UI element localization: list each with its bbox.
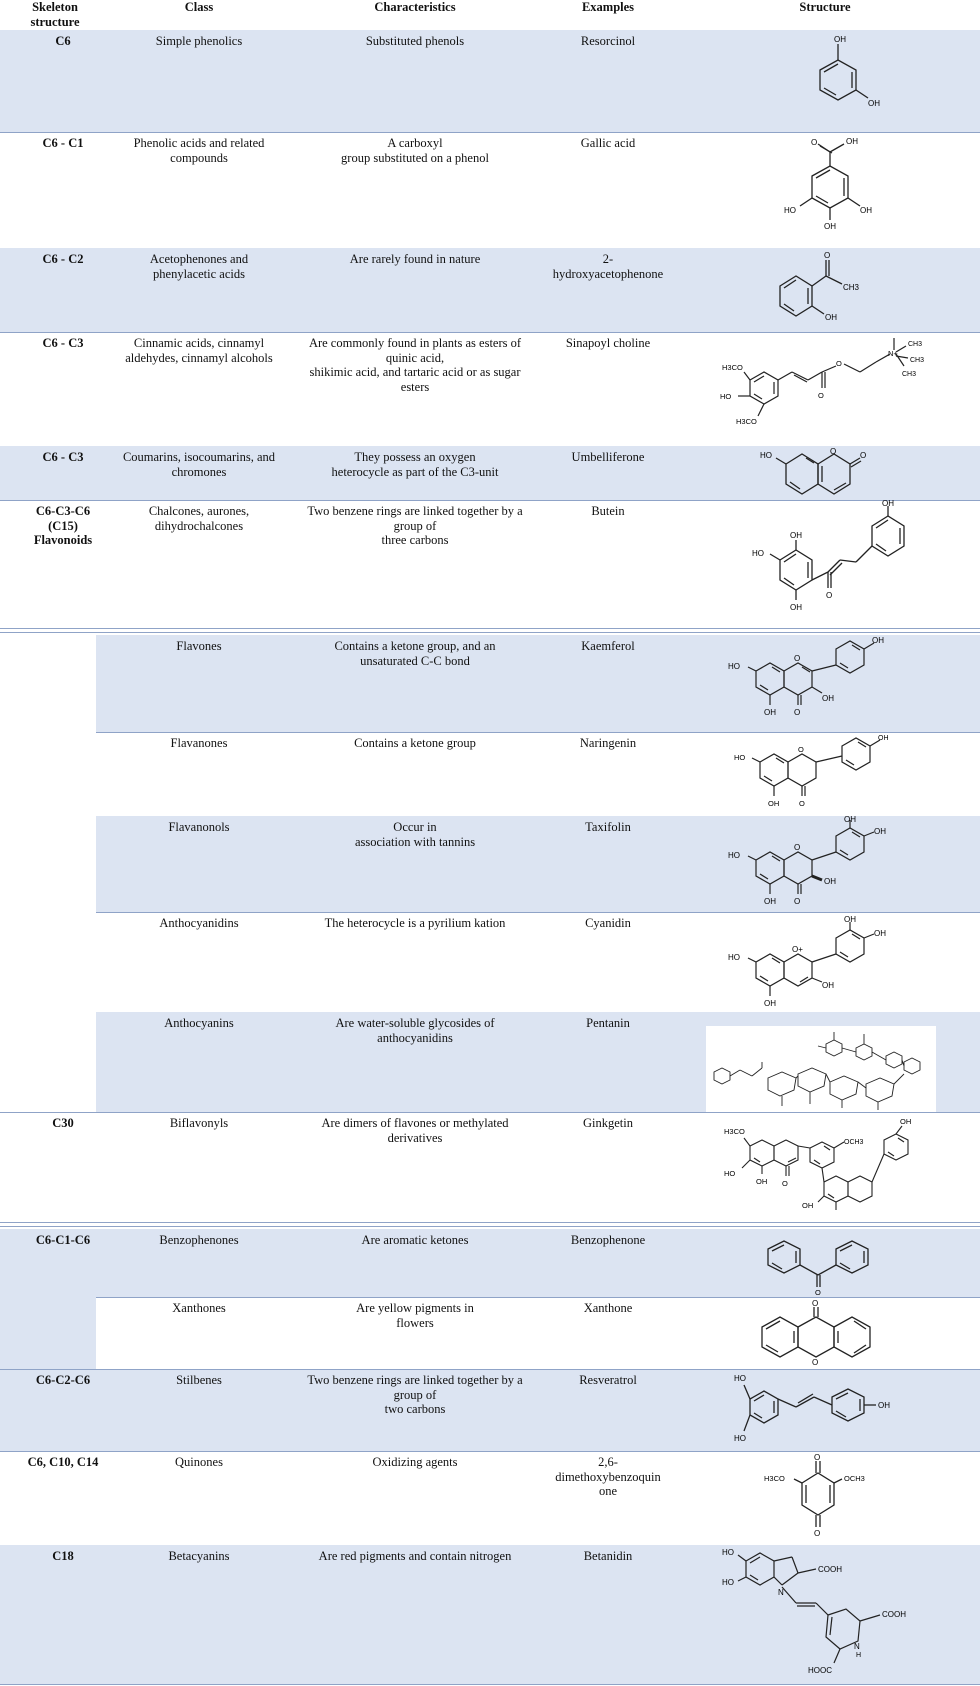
svg-text:H3CO: H3CO bbox=[724, 1127, 745, 1136]
example-cell: Resorcinol bbox=[580, 34, 636, 48]
class-cell: Biflavonyls bbox=[169, 1116, 229, 1130]
svg-text:HO: HO bbox=[784, 206, 796, 215]
svg-text:O: O bbox=[799, 799, 805, 808]
svg-text:OH: OH bbox=[878, 1401, 890, 1410]
svg-text:O: O bbox=[860, 451, 867, 460]
svg-text:N: N bbox=[778, 1588, 784, 1597]
svg-text:OCH3: OCH3 bbox=[844, 1139, 864, 1146]
svg-text:O: O bbox=[814, 1529, 821, 1538]
resorcinol-structure bbox=[780, 30, 890, 130]
example-cell: Sinapoyl choline bbox=[565, 336, 651, 350]
svg-text:N+: N+ bbox=[888, 349, 898, 358]
class-cell: Anthocyanidins bbox=[159, 916, 239, 930]
taxifolin-structure bbox=[720, 816, 930, 912]
class-cell: Flavanonols bbox=[168, 820, 230, 834]
svg-text:OH: OH bbox=[844, 915, 856, 924]
svg-text:CH3: CH3 bbox=[908, 341, 923, 348]
example-cell: Resveratrol bbox=[579, 1373, 637, 1387]
skeleton-cell: C6 - C1 bbox=[42, 136, 84, 150]
svg-text:HO: HO bbox=[752, 549, 764, 558]
characteristics-cell: Are commonly found in plants as esters of quinic acid, shikimic acid, and tartaric acid or as sugar esters bbox=[308, 336, 522, 394]
class-cell: Flavones bbox=[176, 639, 222, 653]
table-row bbox=[0, 1297, 980, 1369]
example-cell: Umbelliferone bbox=[571, 450, 645, 464]
characteristics-cell: Are water-soluble glycosides of anthocyanidins bbox=[335, 1016, 495, 1045]
skeleton-cell: C6-C1-C6 bbox=[35, 1233, 91, 1247]
pentanin-structure bbox=[706, 1026, 936, 1112]
header-skeleton: Skeleton structure bbox=[30, 0, 80, 29]
svg-text:OCH3: OCH3 bbox=[844, 1474, 865, 1483]
characteristics-cell: Oxidizing agents bbox=[372, 1455, 458, 1469]
sinapoyl-choline-structure bbox=[710, 332, 940, 444]
svg-text:OH: OH bbox=[802, 1201, 814, 1210]
svg-text:HO: HO bbox=[734, 753, 746, 762]
svg-text:OH: OH bbox=[790, 603, 802, 612]
characteristics-cell: The heterocycle is a pyrilium kation bbox=[324, 916, 506, 930]
characteristics-cell: Contains a ketone group, and an unsaturated C-C bond bbox=[334, 639, 496, 668]
svg-text:OH: OH bbox=[822, 694, 834, 703]
svg-text:H3CO: H3CO bbox=[764, 1474, 785, 1483]
hydroxyacetophenone-structure bbox=[770, 248, 900, 332]
svg-text:HO: HO bbox=[722, 1548, 734, 1557]
svg-text:HO: HO bbox=[728, 953, 740, 962]
svg-text:OH: OH bbox=[846, 137, 858, 146]
svg-text:HO: HO bbox=[734, 1434, 746, 1443]
svg-text:HO: HO bbox=[728, 662, 740, 671]
xanthone-structure bbox=[750, 1297, 910, 1369]
table-row bbox=[0, 1012, 980, 1112]
example-cell: Ginkgetin bbox=[583, 1116, 633, 1130]
svg-text:CH3: CH3 bbox=[910, 357, 925, 364]
class-cell: Phenolic acids and related compounds bbox=[133, 136, 265, 165]
svg-text:H3CO: H3CO bbox=[736, 417, 757, 426]
table-row bbox=[0, 732, 980, 816]
svg-text:O: O bbox=[824, 251, 831, 260]
table-row bbox=[0, 500, 980, 628]
svg-text:O: O bbox=[826, 591, 833, 600]
svg-text:O: O bbox=[818, 391, 824, 400]
characteristics-cell: Are red pigments and contain nitrogen bbox=[318, 1549, 512, 1563]
svg-text:OH: OH bbox=[874, 929, 886, 938]
class-cell: Betacyanins bbox=[168, 1549, 230, 1563]
svg-text:O: O bbox=[794, 654, 801, 663]
svg-text:H: H bbox=[856, 1652, 862, 1659]
skeleton-cell: C6, C10, C14 bbox=[27, 1455, 99, 1469]
svg-text:HO: HO bbox=[720, 392, 732, 401]
example-cell: Naringenin bbox=[579, 736, 637, 750]
cyanidin-structure bbox=[720, 912, 930, 1012]
svg-text:HO: HO bbox=[734, 1374, 746, 1383]
example-cell: Betanidin bbox=[583, 1549, 633, 1563]
svg-text:HO: HO bbox=[760, 451, 772, 460]
table-row bbox=[0, 132, 980, 248]
svg-text:OH: OH bbox=[756, 1177, 768, 1186]
skeleton-cell: C6 - C3 bbox=[42, 450, 84, 464]
example-cell: Xanthone bbox=[583, 1301, 633, 1315]
svg-text:O: O bbox=[830, 447, 837, 456]
svg-text:OH: OH bbox=[860, 206, 872, 215]
svg-text:COOH: COOH bbox=[818, 1565, 842, 1574]
example-cell: 2,6- dimethoxybenzoquin one bbox=[555, 1455, 661, 1498]
svg-text:OH: OH bbox=[824, 877, 836, 886]
example-cell: Kaemferol bbox=[581, 639, 635, 653]
class-cell: Cinnamic acids, cinnamyl aldehydes, cinnamyl alcohols bbox=[125, 336, 273, 365]
table-row bbox=[0, 912, 980, 1012]
svg-text:COOH: COOH bbox=[882, 1610, 906, 1619]
svg-text:O: O bbox=[814, 1453, 821, 1462]
svg-text:H3CO: H3CO bbox=[722, 363, 743, 372]
class-cell: Chalcones, aurones, dihydrochalcones bbox=[148, 504, 250, 533]
svg-text:O: O bbox=[798, 745, 804, 754]
betanidin-structure bbox=[720, 1545, 930, 1684]
skeleton-cell: C6 - C2 bbox=[42, 252, 84, 266]
svg-text:OH: OH bbox=[764, 708, 776, 717]
table-row bbox=[0, 635, 980, 732]
skeleton-cell: C6 bbox=[55, 34, 71, 48]
characteristics-cell: Occur in association with tannins bbox=[354, 820, 476, 849]
svg-text:O: O bbox=[811, 138, 818, 147]
svg-text:HO: HO bbox=[728, 851, 740, 860]
characteristics-cell: They possess an oxygen heterocycle as part of the C3-unit bbox=[331, 450, 499, 479]
class-cell: Flavanones bbox=[170, 736, 228, 750]
ginkgetin-structure bbox=[720, 1112, 930, 1222]
header-structure: Structure bbox=[799, 0, 851, 14]
table-row bbox=[0, 1451, 980, 1545]
table-row bbox=[0, 1369, 980, 1451]
svg-text:OH: OH bbox=[882, 500, 894, 508]
svg-text:O: O bbox=[794, 843, 801, 852]
svg-text:OH: OH bbox=[824, 222, 836, 231]
class-cell: Simple phenolics bbox=[155, 34, 243, 48]
svg-text:OH: OH bbox=[790, 531, 802, 540]
svg-text:N: N bbox=[854, 1642, 860, 1651]
header-examples: Examples bbox=[581, 0, 635, 14]
characteristics-cell: Are aromatic ketones bbox=[361, 1233, 469, 1247]
characteristics-cell: Two benzene rings are linked together by a group of two carbons bbox=[307, 1373, 523, 1416]
svg-text:CH3: CH3 bbox=[843, 283, 860, 292]
table-row bbox=[0, 816, 980, 912]
example-cell: Gallic acid bbox=[580, 136, 636, 150]
example-cell: 2- hydroxyacetophenone bbox=[552, 252, 664, 281]
class-cell: Coumarins, isocoumarins, and chromones bbox=[122, 450, 276, 479]
svg-text:O: O bbox=[812, 1299, 819, 1308]
table-row bbox=[0, 1229, 980, 1297]
characteristics-cell: Are rarely found in nature bbox=[349, 252, 481, 266]
oh-label: OH bbox=[868, 99, 880, 108]
svg-text:HOOC: HOOC bbox=[808, 1666, 832, 1675]
naringenin-structure bbox=[730, 732, 930, 816]
svg-text:OH: OH bbox=[872, 636, 884, 645]
svg-text:O: O bbox=[794, 897, 801, 906]
example-cell: Pentanin bbox=[586, 1016, 630, 1030]
class-cell: Acetophenones and phenylacetic acids bbox=[149, 252, 249, 281]
characteristics-cell: Substituted phenols bbox=[365, 34, 465, 48]
class-cell: Anthocyanins bbox=[164, 1016, 234, 1030]
svg-text:OH: OH bbox=[764, 897, 776, 906]
svg-text:OH: OH bbox=[825, 313, 837, 322]
characteristics-cell: Are yellow pigments in flowers bbox=[356, 1301, 474, 1330]
svg-text:OH: OH bbox=[764, 999, 776, 1008]
oh-label: OH bbox=[834, 35, 846, 44]
example-cell: Cyanidin bbox=[585, 916, 631, 930]
skeleton-cell: C30 bbox=[52, 1116, 74, 1130]
kaempferol-structure bbox=[720, 635, 930, 731]
resveratrol-structure bbox=[720, 1369, 930, 1451]
svg-text:CH3: CH3 bbox=[902, 371, 917, 378]
svg-text:OH: OH bbox=[900, 1117, 912, 1126]
header-characteristics: Characteristics bbox=[374, 0, 456, 14]
table-row bbox=[0, 1112, 980, 1222]
umbelliferone-structure bbox=[750, 446, 910, 500]
class-cell: Quinones bbox=[175, 1455, 223, 1469]
svg-text:OH: OH bbox=[874, 827, 886, 836]
gallic-acid-structure bbox=[770, 132, 900, 246]
dimethoxybenzoquinone-structure bbox=[760, 1451, 900, 1545]
characteristics-cell: Are dimers of flavones or methylated derivatives bbox=[321, 1116, 509, 1145]
svg-text:O+: O+ bbox=[792, 945, 803, 954]
svg-text:HO: HO bbox=[724, 1169, 736, 1178]
table-row bbox=[0, 248, 980, 332]
class-cell: Stilbenes bbox=[176, 1373, 222, 1387]
svg-text:O: O bbox=[782, 1179, 788, 1188]
characteristics-cell: Contains a ketone group bbox=[354, 736, 476, 750]
example-cell: Butein bbox=[591, 504, 625, 518]
header-class: Class bbox=[184, 0, 214, 14]
skeleton-cell: C6-C3-C6 (C15) Flavonoids bbox=[33, 504, 93, 547]
svg-text:HO: HO bbox=[722, 1578, 734, 1587]
svg-text:OH: OH bbox=[844, 816, 856, 824]
skeleton-cell: C6 - C3 bbox=[42, 336, 84, 350]
example-cell: Taxifolin bbox=[585, 820, 631, 834]
svg-text:O: O bbox=[794, 708, 801, 717]
skeleton-cell: C18 bbox=[52, 1549, 74, 1563]
svg-text:OH: OH bbox=[822, 981, 834, 990]
characteristics-cell: Two benzene rings are linked together by a group of three carbons bbox=[307, 504, 523, 547]
svg-text:OH: OH bbox=[768, 799, 780, 808]
example-cell: Benzophenone bbox=[570, 1233, 646, 1247]
table-row bbox=[0, 30, 980, 132]
characteristics-cell: A carboxyl group substituted on a phenol bbox=[341, 136, 489, 165]
svg-text:O: O bbox=[812, 1358, 819, 1367]
skeleton-cell: C6-C2-C6 bbox=[35, 1373, 91, 1387]
table-row bbox=[0, 1545, 980, 1684]
benzophenone-structure bbox=[760, 1229, 890, 1297]
table-row bbox=[0, 332, 980, 446]
class-cell: Xanthones bbox=[172, 1301, 226, 1315]
svg-text:O: O bbox=[836, 359, 842, 368]
svg-text:OH: OH bbox=[878, 735, 889, 742]
butein-structure bbox=[740, 500, 920, 626]
class-cell: Benzophenones bbox=[159, 1233, 239, 1247]
svg-text:O: O bbox=[815, 1288, 821, 1297]
table-row bbox=[0, 446, 980, 500]
